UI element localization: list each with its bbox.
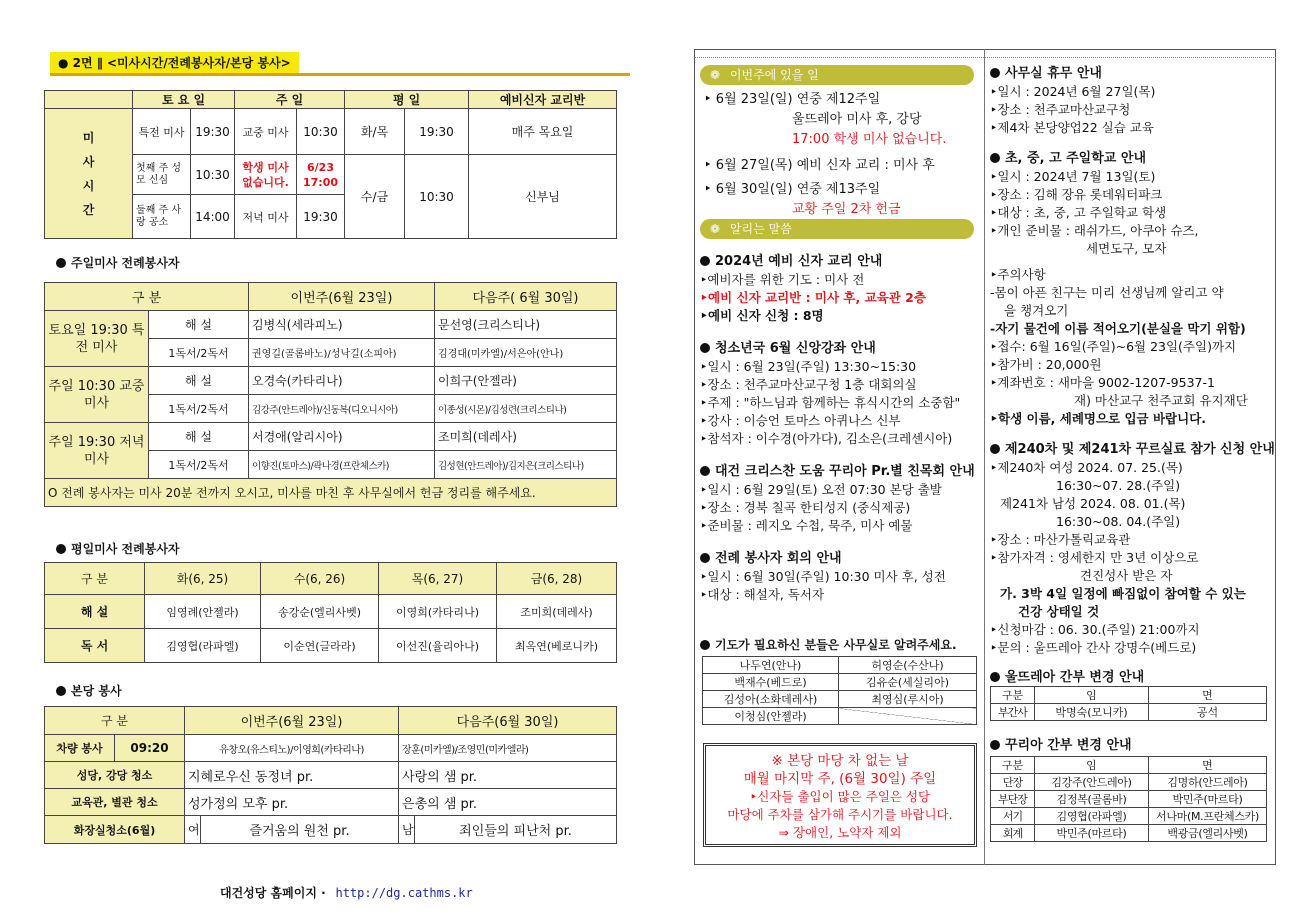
- col-head: 임: [1035, 687, 1149, 704]
- curia-title: [990, 734, 1132, 753]
- col-head: 구 분: [45, 283, 249, 311]
- page-title: ● 2면 ∥ <미사시간/전례봉사자/본당 봉사>: [50, 52, 299, 73]
- notice-line: ‣일시 : 6월 23일(주일) 13:30~15:30: [700, 359, 917, 374]
- parish-service-table: [44, 706, 617, 844]
- notice-line: ‣장소 : 천주교마산교구청 1층 대회의실: [700, 377, 917, 392]
- server-this-week: 김강주(안드레아)/신동복(디오니시아): [249, 395, 435, 423]
- role: 해 설: [149, 367, 249, 395]
- sunday-servers-title: [56, 254, 180, 271]
- appointed: 김강주(안드레아): [1035, 774, 1149, 791]
- appointed: 김영협(라파엘): [1035, 808, 1149, 825]
- notice-heading-text: 대건 크리스찬 도움 꾸리아 Pr.별 친목회 안내: [715, 464, 975, 479]
- notice-line: ‣학생 이름, 세례명으로 입금 바랍니다.: [990, 411, 1207, 426]
- this-week-item: 울뜨레아 미사 후, 강당: [792, 112, 922, 127]
- section-title-text: 본당 봉사: [71, 684, 122, 698]
- sun-mass-time: 19:30: [297, 195, 345, 239]
- server-next-week: 김성현(안드레아)/김지은(크리스티나): [435, 451, 617, 479]
- cleaning-this-week: 지혜로우신 동정녀 pr.: [185, 762, 399, 789]
- notice-line: ‣대상 : 초, 중, 고 주일학교 학생: [990, 205, 1167, 220]
- weekday-servers-title: [56, 540, 180, 557]
- catechism-teacher: 신부님: [469, 155, 617, 239]
- appointed: 김정복(골롬바): [1035, 791, 1149, 808]
- notice-heading: [700, 549, 982, 568]
- ultreya-title: [990, 666, 1144, 685]
- col-head: 구분: [991, 757, 1035, 774]
- prayer-title-text: 기도가 필요하신 분들은 사무실로 알려주세요.: [715, 638, 957, 652]
- notice-heading: [700, 339, 982, 358]
- no-car-day-line: ‣신자들 출입이 많은 주일은 성당: [749, 789, 931, 804]
- col-head: 구분: [991, 687, 1035, 704]
- notice-line: ‣일시 : 6월 29일(토) 오전 07:30 본당 출발: [700, 482, 942, 497]
- notice-line: ‣참가자격 : 영세한지 만 3년 이상으로: [990, 550, 1199, 565]
- this-week-header: [700, 65, 974, 85]
- bullet-icon: [990, 68, 1000, 78]
- catechism-day: 매주 목요일: [469, 109, 617, 155]
- notice-title: 알리는 말씀: [729, 222, 792, 236]
- notice-line: ‣장소 : 천주교마산교구청: [990, 102, 1131, 117]
- server: 이순연(글라라): [261, 629, 379, 663]
- col-head: 이번주(6월 23일): [249, 283, 435, 311]
- sun-student-mass-time: 6/23 17:00: [297, 155, 345, 195]
- server-next-week: 김경대(미카엘)/서은아(안나): [435, 339, 617, 367]
- top-dotted-line: [694, 57, 1276, 58]
- head-sat: 토 요 일: [133, 91, 235, 109]
- notice-line: ‣강사 : 이승언 토마스 아퀴나스 신부: [700, 413, 901, 428]
- mass-group-label: 주일 19:30 저녁 미사: [45, 423, 149, 479]
- notice-heading: [700, 252, 982, 271]
- no-car-day-line: ⇒ 장애인, 노약자 제외: [778, 825, 902, 840]
- col-head: 수(6, 26): [261, 563, 379, 595]
- sat-mass-name: 둘째 주 사랑 공소: [133, 195, 191, 239]
- role: 해 설: [149, 311, 249, 339]
- col-head: 금(6, 28): [497, 563, 617, 595]
- notice-heading-text: 초, 중, 고 주일학교 안내: [1005, 151, 1147, 166]
- bullet-icon: [700, 343, 710, 353]
- sun-mass-name: 교중 미사: [235, 109, 297, 155]
- col-head: 면: [1149, 687, 1267, 704]
- appointed: 박명숙(모니카): [1035, 704, 1149, 721]
- server: 이영희(카타리나): [379, 595, 497, 629]
- weekday-time: 19:30: [405, 109, 469, 155]
- this-week-item: ‣ 6월 27일(목) 예비 신자 교리 : 미사 후: [704, 158, 935, 173]
- position: 서기: [991, 808, 1035, 825]
- server-this-week: 김병식(세라피노): [249, 311, 435, 339]
- server-this-week: 오경숙(카타리나): [249, 367, 435, 395]
- cleaning-label: 성당, 강당 청소: [45, 762, 185, 789]
- bullet-icon: [990, 672, 1000, 682]
- notice-line: 세면도구, 모자: [1086, 241, 1167, 256]
- notice-heading: [990, 440, 1274, 459]
- notice-line: ‣접수: 6월 16일(주일)~6월 23일(주일)까지: [990, 339, 1237, 354]
- notice-line: ‣개인 준비물 : 래쉬가드, 아쿠아 슈즈,: [990, 223, 1199, 238]
- sun-mass-name: 저녁 미사: [235, 195, 297, 239]
- notice-line: -자기 물건에 이름 적어오기(분실을 막기 위함): [990, 321, 1246, 336]
- notice-blocks: [700, 252, 982, 604]
- toilet-this-week: 즐거움의 원천 pr.: [201, 816, 399, 844]
- flower-icon: ❁: [710, 222, 721, 236]
- role: 1독서/2독서: [149, 339, 249, 367]
- server-next-week: 문선영(크리스티나): [435, 311, 617, 339]
- notice-line: ‣예비 신자 신청 : 8명: [700, 308, 824, 323]
- role: 1독서/2독서: [149, 395, 249, 423]
- mass-group-label: 토요일 19:30 특전 미사: [45, 311, 149, 367]
- position: 부단장: [991, 791, 1035, 808]
- side-char: 간: [82, 202, 95, 217]
- weekday-time: 10:30: [405, 155, 469, 239]
- position: 단장: [991, 774, 1035, 791]
- flower-icon: ❁: [710, 68, 721, 82]
- col-head: 임: [1035, 757, 1149, 774]
- no-car-day-line: 마당에 주차를 삼가해 주시기를 바랍니다.: [727, 807, 953, 822]
- notice-line: ‣일시 : 2024년 6월 27일(목): [990, 84, 1156, 99]
- dismissed: 백광금(엘리사벳): [1149, 825, 1267, 842]
- notice-line: ‣제4차 본당양업22 실습 교육: [990, 120, 1154, 135]
- notice-line: ‣예비 신자 교리반 : 미사 후, 교육관 2층: [700, 290, 926, 305]
- sat-mass-name: 특전 미사: [133, 109, 191, 155]
- notice-line: [990, 258, 1274, 266]
- notice-line: ‣참석자 : 이수경(아가다), 김소은(크레센시아): [700, 431, 953, 446]
- bullet-icon: [56, 544, 66, 554]
- cleaning-next-week: 은총의 샘 pr.: [399, 789, 617, 816]
- car-this-week: 유창오(유스티노)/이영희(카타리나): [185, 735, 399, 762]
- notice-line: ‣제240차 여성 2024. 07. 25.(목): [990, 460, 1183, 475]
- notice-line: ‣문의 : 울뜨레아 간사 강명수(베드로): [990, 640, 1197, 655]
- col-head: 면: [1149, 757, 1267, 774]
- server: 이선진(율리아나): [379, 629, 497, 663]
- this-week-item: ‣ 6월 23일(일) 연중 제12주일: [704, 92, 881, 107]
- notice-line: ‣참가비 : 20,000원: [990, 357, 1102, 372]
- server: 송강순(엘리사벳): [261, 595, 379, 629]
- notice-heading-text: 2024년 예비 신자 교리 안내: [715, 254, 883, 269]
- server-next-week: 이종성(시몬)/김성련(크리스티나): [435, 395, 617, 423]
- notice-heading: [700, 462, 982, 481]
- page-header: [50, 52, 630, 76]
- side-char: 미: [82, 130, 95, 145]
- col-head: 다음주(6월 30일): [399, 707, 617, 735]
- server-next-week: 조미희(데레사): [435, 423, 617, 451]
- this-week-title: 이번주에 있을 일: [729, 68, 819, 82]
- cleaning-next-week: 사랑의 샘 pr.: [399, 762, 617, 789]
- sun-student-mass-note: 학생 미사 없습니다.: [235, 155, 297, 195]
- notice-heading-text: 제240차 및 제241차 꾸르실료 참가 신청 안내: [1005, 442, 1275, 457]
- sunday-servers-note: O 전례 봉사자는 미사 20분 전까지 오시고, 미사를 마친 후 사무실에서 헌금 정리를 해주세요.: [45, 479, 617, 507]
- mass-side-label: [45, 109, 133, 239]
- prayer-name: 이청심(안젤라): [703, 708, 839, 725]
- head-weekday: 평 일: [345, 91, 469, 109]
- notice-heading: [990, 64, 1274, 83]
- notice-line: 16:30~08. 04.(주일): [1056, 514, 1181, 529]
- server-this-week: 서경애(알리시아): [249, 423, 435, 451]
- no-car-day-line: ※ 본당 마당 차 없는 날: [771, 753, 909, 769]
- dismissed: 박민주(마르타): [1149, 791, 1267, 808]
- toilet-men: 남: [399, 816, 415, 844]
- section-title-text: 평일미사 전례봉사자: [71, 542, 180, 556]
- notice-line: 건강 상태일 것: [1018, 604, 1100, 619]
- right-column-2: [990, 64, 1274, 657]
- this-week-item: 17:00 학생 미사 없습니다.: [792, 132, 947, 147]
- car-service-label: 차량 봉사: [45, 735, 115, 762]
- this-week-item: ‣ 6월 30일(일) 연중 제13주일: [704, 182, 881, 197]
- curia-table: [990, 756, 1267, 842]
- bullet-icon: [700, 466, 710, 476]
- notice-line: ‣장소 : 경북 칠곡 한티성지 (중식제공): [700, 500, 911, 515]
- prayer-name: 백재수(베드로): [703, 674, 839, 691]
- col-head: 이번주(6월 23일): [185, 707, 399, 735]
- no-car-day-box: [703, 743, 977, 847]
- toilet-women: 여: [185, 816, 201, 844]
- col-head: 구 분: [45, 707, 185, 735]
- server: 임영례(안젤라): [145, 595, 261, 629]
- prayer-name: 허영순(수산나): [839, 657, 977, 674]
- no-car-day-line: 매월 마지막 주, (6월 30일) 주일: [743, 771, 937, 787]
- dismissed: 김명하(안드레아): [1149, 774, 1267, 791]
- prayer-name: 나두연(안나): [703, 657, 839, 674]
- server: 조미희(데레사): [497, 595, 617, 629]
- notice-line: ‣장소 : 김해 장유 롯데워터파크: [990, 187, 1163, 202]
- footer: [220, 884, 473, 901]
- dismissed: 공석: [1149, 704, 1267, 721]
- toilet-next-week: 죄인들의 피난처 pr.: [415, 816, 617, 844]
- notice-line: -몸이 아픈 친구는 미리 선생님께 알리고 약: [990, 285, 1224, 300]
- notice-line: ‣신청마감 : 06. 30.(주일) 21:00까지: [990, 622, 1200, 637]
- footer-label: 대건성당 홈페이지 ·: [220, 886, 326, 900]
- prayer-name: 최영심(루시아): [839, 691, 977, 708]
- weekday-day: 수/금: [345, 155, 405, 239]
- toilet-cleaning-label: 화장실청소(6월): [45, 816, 185, 844]
- weekday-day: 화/목: [345, 109, 405, 155]
- car-service-time: 09:20: [115, 735, 185, 762]
- bullet-icon: [56, 258, 66, 268]
- bullet-icon: [56, 686, 66, 696]
- col-head: 화(6, 25): [145, 563, 261, 595]
- notice-line: ‣계좌번호 : 새마을 9002-1207-9537-1: [990, 375, 1215, 390]
- prayer-table: [702, 656, 977, 725]
- notice-line: ‣예비자를 위한 기도 : 미사 전: [700, 272, 865, 287]
- role: 해 설: [149, 423, 249, 451]
- appointed: 박민주(마르타): [1035, 825, 1149, 842]
- bullet-icon: [700, 256, 710, 266]
- role: 독 서: [45, 629, 145, 663]
- bullet-icon: [700, 640, 710, 650]
- cleaning-this-week: 성가정의 모후 pr.: [185, 789, 399, 816]
- col-head: 목(6, 27): [379, 563, 497, 595]
- notice-heading-text: 청소년국 6월 신앙강좌 안내: [715, 341, 876, 356]
- notice-line: ‣장소 : 마산가톨릭교육관: [990, 532, 1131, 547]
- bullet-icon: [990, 740, 1000, 750]
- sun-mass-time: 10:30: [297, 109, 345, 155]
- sat-mass-time: 19:30: [191, 109, 235, 155]
- sat-mass-time: 10:30: [191, 155, 235, 195]
- head-catechism: 예비신자 교리반: [469, 91, 617, 109]
- this-week-list: [704, 90, 982, 220]
- notice-line: 을 챙겨오기: [1004, 303, 1069, 318]
- right-column-divider: [984, 49, 985, 865]
- this-week-item: 교황 주일 2차 헌금: [792, 202, 901, 217]
- notice-line: ‣주제 : "하느님과 함께하는 휴식시간의 소중함": [700, 395, 961, 410]
- position: 부간사: [991, 704, 1035, 721]
- homepage-link[interactable]: http://dg.cathms.kr: [335, 886, 473, 900]
- notice-line: 견진성사 받은 자: [1080, 568, 1173, 583]
- position: 회계: [991, 825, 1035, 842]
- weekday-servers-table: [44, 562, 617, 663]
- curia-title-text: 꾸리아 간부 변경 안내: [1005, 738, 1132, 753]
- head-sun: 주 일: [235, 91, 345, 109]
- col-head: 구 분: [45, 563, 145, 595]
- notice-heading-text: 사무실 휴무 안내: [1005, 66, 1102, 81]
- car-next-week: 장훈(미카엘)/조영민(미카엘라): [399, 735, 617, 762]
- notice-line: ‣대상 : 해설자, 독서자: [700, 587, 825, 602]
- server: 김영협(라파엘): [145, 629, 261, 663]
- bullet-icon: [700, 553, 710, 563]
- notice-line: ‣일시 : 6월 30일(주일) 10:30 미사 후, 성전: [700, 569, 946, 584]
- prayer-name: [839, 708, 977, 725]
- notice-heading: [990, 149, 1274, 168]
- sat-mass-name: 첫째 주 성모 신심: [133, 155, 191, 195]
- bullet-icon: [990, 444, 1000, 454]
- server-this-week: 권영길(골롬바노)/성낙길(소피아): [249, 339, 435, 367]
- notice-header: [700, 219, 974, 239]
- server: 최옥연(베로니카): [497, 629, 617, 663]
- notice-line: 제241차 남성 2024. 08. 01.(목): [1000, 496, 1186, 511]
- notice-line: 16:30~07. 28.(주일): [1056, 478, 1181, 493]
- role: 해 설: [45, 595, 145, 629]
- side-char: 사: [82, 154, 95, 169]
- notice-line: 재) 마산교구 천주교회 유지재단: [1074, 393, 1248, 408]
- server-next-week: 이희구(안젤라): [435, 367, 617, 395]
- bullet-icon: [990, 153, 1000, 163]
- dismissed: 서나마(M.프란체스카): [1149, 808, 1267, 825]
- prayer-title: [700, 636, 957, 653]
- notice-line: 가. 3박 4일 일정에 빠짐없이 참여할 수 있는: [1000, 586, 1246, 601]
- section-title-text: 주일미사 전례봉사자: [71, 256, 180, 270]
- server-this-week: 이향진(토마스)/곽나경(프란체스카): [249, 451, 435, 479]
- parish-service-title: [56, 682, 122, 699]
- ultreya-title-text: 울뜨레아 간부 변경 안내: [1005, 670, 1145, 685]
- notice-heading-text: 전례 봉사자 회의 안내: [715, 551, 842, 566]
- notice-line: ‣준비물 : 레지오 수첩, 묵주, 미사 예물: [700, 518, 913, 533]
- notice-line: ‣일시 : 2024년 7월 13일(토): [990, 169, 1156, 184]
- prayer-name: 김유순(세실리아): [839, 674, 977, 691]
- col-head: 다음주( 6월 30일): [435, 283, 617, 311]
- sat-mass-time: 14:00: [191, 195, 235, 239]
- sunday-servers-table: [44, 282, 617, 507]
- mass-group-label: 주일 10:30 교중 미사: [45, 367, 149, 423]
- cleaning-label: 교육관, 별관 청소: [45, 789, 185, 816]
- notice-line: ‣주의사항: [990, 267, 1046, 282]
- ultreya-table: [990, 686, 1267, 721]
- side-char: 시: [82, 178, 95, 193]
- mass-schedule-table: [44, 90, 617, 239]
- prayer-name: 김성아(소화데레사): [703, 691, 839, 708]
- role: 1독서/2독서: [149, 451, 249, 479]
